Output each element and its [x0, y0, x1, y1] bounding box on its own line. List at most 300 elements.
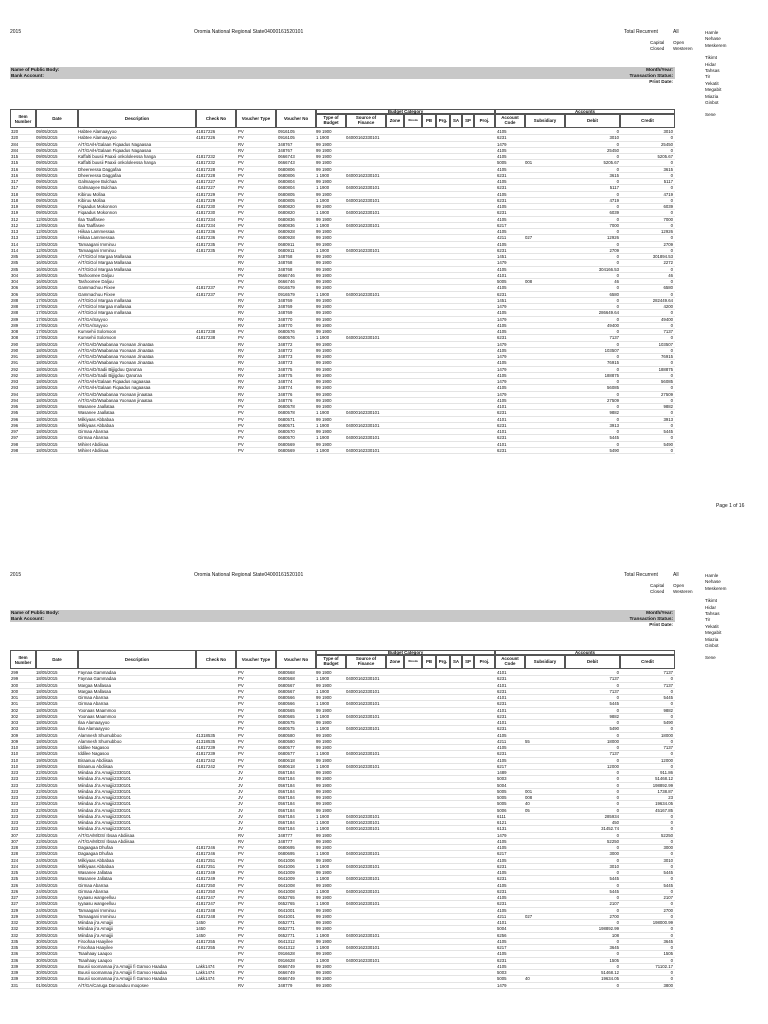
cell-item-number: 316 [11, 172, 19, 178]
cell-voucher-type: PV [238, 701, 244, 707]
cell-account-code: 6231 [497, 247, 507, 253]
cell-type-of-budget: 1 1900 [316, 820, 330, 825]
cell-date: 09/05/2015 [36, 147, 58, 153]
cell-description: Kaffalti buusii Paaxii onkololeessa hanga [78, 154, 156, 159]
cell-voucher-no: 0916628 [278, 957, 295, 963]
report-year: 2015 [10, 572, 22, 578]
cell-date: 24/05/2015 [36, 857, 58, 863]
cell-voucher-type: PV [238, 901, 244, 907]
cell-check-no: 41817235 [196, 247, 216, 253]
cell-date: 12/05/2015 [36, 235, 58, 241]
cell-description: Yoonaas Maammoo [78, 707, 117, 713]
cell-item-number: 317 [11, 185, 19, 191]
bank-account-label: Bank Account: [11, 73, 44, 79]
cell-check-no: 41817239 [196, 751, 216, 757]
cell-type-of-budget: 99 1900 [316, 397, 332, 403]
cell-date: 09/05/2015 [36, 179, 58, 184]
cell-account-code: 6231 [497, 135, 507, 141]
cell-type-of-budget: 99 1900 [316, 254, 332, 259]
cell-voucher-type: RV [238, 397, 244, 403]
cell-debit: 450 [611, 820, 619, 825]
cell-date: 16/05/2015 [36, 272, 58, 278]
cell-debit: 7137 [609, 335, 619, 341]
cell-voucher-no: 0652771 [278, 920, 295, 925]
cell-check-no: Lakk1474 [196, 963, 215, 969]
cell-description: Miindaa Ji'a Amajjii2330101 [78, 770, 131, 775]
page-header-line [10, 573, 758, 583]
cell-date: 09/05/2015 [36, 191, 58, 197]
page-number: Page 1 of 16 [716, 503, 745, 509]
cell-voucher-type: PV [238, 435, 244, 441]
cell-date: 18/05/2015 [36, 366, 58, 372]
cell-voucher-type: PV [238, 135, 244, 141]
cell-account-code: 6231 [497, 447, 507, 453]
cell-item-number: 323 [11, 776, 19, 782]
cell-voucher-type: RV [238, 354, 244, 359]
cell-description: A/T/GiGo/ Margaa mallasaa [78, 297, 132, 303]
cell-source-of-finance: 04000162330101 [346, 210, 380, 216]
cell-description: Kibiruu Mollaa [78, 197, 106, 203]
cell-type-of-budget: 99 1900 [316, 391, 332, 397]
cell-type-of-budget: 1 1900 [316, 447, 330, 453]
cell-account-code: 4101 [497, 695, 507, 700]
cell-description: A/T/GA/M/DS/ Ibsaa Abdiisaa [78, 832, 135, 838]
cell-description: Iddilee Nagasoo [78, 751, 110, 757]
cell-date: 30/05/2015 [36, 951, 58, 957]
cell-check-no: 41817255 [196, 938, 216, 944]
cell-debit: 0 [616, 316, 619, 322]
cell-description: Galmaayee Bulchaa [78, 185, 117, 191]
col-header-type-of-budget: Type of Budget [316, 114, 346, 128]
filter-col-1 [650, 583, 664, 596]
cell-credit: 0 [670, 322, 673, 328]
cell-date: 24/05/2015 [36, 913, 58, 919]
cell-type-of-budget: 99 1900 [316, 179, 332, 184]
cell-voucher-no: 0680567 [278, 682, 295, 688]
cell-type-of-budget: 99 1900 [316, 913, 332, 919]
cell-credit: 0 [670, 838, 673, 844]
cell-debit: 52250 [607, 838, 619, 844]
cell-date: 22/05/2015 [36, 807, 58, 813]
col-header-prg: Prg. [436, 655, 450, 669]
cell-date: 30/05/2015 [36, 963, 58, 969]
cell-check-no: 41817250 [196, 888, 216, 894]
cell-item-number: 299 [11, 676, 19, 682]
cell-account-code: 4101 [497, 441, 507, 447]
cell-credit: 0 [670, 738, 673, 744]
cell-item-number: 307 [11, 838, 19, 844]
cell-voucher-type: PV [238, 688, 244, 694]
cell-voucher-no: 348775 [278, 366, 293, 372]
cell-voucher-type: PV [238, 172, 244, 178]
cell-credit: 12000 [661, 757, 673, 763]
cell-source-of-finance: 04000162330101 [346, 957, 380, 963]
cell-description: Ilaa Alamaayyoo [78, 726, 110, 732]
cell-date: 17/05/2015 [36, 329, 58, 334]
cell-date: 12/05/2015 [36, 216, 58, 222]
cell-credit: 0 [670, 676, 673, 682]
cell-voucher-type: RV [238, 838, 244, 844]
cell-date: 16/05/2015 [36, 266, 58, 272]
cell-voucher-type: PV [238, 913, 244, 919]
col-header-description: Description [78, 109, 196, 128]
cell-credit: 0 [670, 945, 673, 950]
cell-credit: 0 [670, 247, 673, 253]
cell-item-number: 320 [11, 129, 19, 134]
cell-type-of-budget: 1 1900 [316, 751, 330, 757]
cell-type-of-budget: 1 1900 [316, 901, 330, 907]
cell-description: Miindaa Ji'a Amajjii2330101 [78, 782, 131, 788]
cell-item-number: 324 [11, 857, 19, 863]
cell-debit: 3645 [609, 945, 619, 950]
cell-type-of-budget: 99 1900 [316, 329, 332, 334]
cell-credit: 0 [670, 266, 673, 272]
table-header [10, 650, 675, 669]
cell-item-number: 301 [11, 701, 19, 707]
cell-voucher-type: RV [238, 372, 244, 378]
cell-voucher-no: 348779 [278, 982, 293, 988]
cell-date: 24/05/2015 [36, 870, 58, 875]
cell-voucher-no: 0567184 [278, 820, 295, 825]
cell-description: A/T/GiGo/ Margaa Mallasaa [78, 260, 132, 266]
cell-credit: 0 [670, 901, 673, 907]
cell-type-of-budget: 99 1900 [316, 938, 332, 944]
cell-date: 17/05/2015 [36, 297, 58, 303]
cell-voucher-no: 0680911 [278, 241, 295, 247]
transaction-status-label: Transaction Status: [629, 616, 673, 622]
cell-voucher-type: PV [238, 197, 244, 203]
cell-voucher-no: 0567184 [278, 788, 295, 794]
filter-col-1 [650, 40, 664, 53]
cell-subsidiary: 027 [525, 913, 533, 919]
filter-col-2 [673, 40, 693, 53]
cell-voucher-type: PV [238, 876, 244, 882]
cell-description: Gammachuu Fiixee [78, 285, 116, 291]
cell-date: 18/05/2015 [36, 676, 58, 682]
cell-description: Iyyaasu wangeelluu [78, 901, 116, 907]
cell-date: 23/05/2015 [36, 851, 58, 857]
cell-type-of-budget: 1 1900 [316, 688, 330, 694]
filter-capital: Capital [650, 583, 665, 588]
cell-voucher-type: PV [238, 976, 244, 982]
cell-date: 22/05/2015 [36, 832, 58, 838]
cell-description: Miindaa Ji'a Amajjii2330101 [78, 807, 131, 813]
cell-item-number: 284 [11, 141, 19, 147]
cell-type-of-budget: 99 1900 [316, 870, 332, 875]
report-info-band [10, 67, 675, 86]
cell-voucher-no: 348774 [278, 385, 293, 391]
cell-date: 18/05/2015 [36, 441, 58, 447]
cell-account-code: 1479 [497, 304, 507, 309]
cell-item-number: 327 [11, 901, 19, 907]
cell-voucher-no: 0680566 [278, 695, 295, 700]
cell-voucher-type: PV [238, 763, 244, 769]
transactions-table [10, 129, 675, 454]
cell-voucher-no: 0916579 [278, 285, 295, 291]
cell-check-no: 41817226 [196, 129, 216, 134]
cell-type-of-budget: 99 1900 [316, 782, 332, 788]
cell-date: 22/05/2015 [36, 788, 58, 794]
col-header-pb: PB [422, 655, 436, 669]
cell-debit: 0 [616, 920, 619, 925]
cell-date: 24/05/2015 [36, 863, 58, 869]
cell-account-code: 4105 [497, 951, 507, 957]
cell-debit: 1505 [609, 957, 619, 963]
cell-date: 18/05/2015 [36, 745, 58, 750]
cell-debit: 0 [616, 745, 619, 750]
cell-account-code: 4105 [497, 745, 507, 750]
cell-check-no: 41817229 [196, 191, 216, 197]
cell-voucher-no: 0567184 [278, 801, 295, 807]
cell-debit: 0 [616, 845, 619, 850]
cell-type-of-budget: 99 1900 [316, 720, 332, 725]
cell-credit: 2107 [663, 895, 673, 900]
cell-debit: 0 [616, 341, 619, 347]
cell-type-of-budget: 99 1900 [316, 341, 332, 347]
cell-account-code: 6231 [497, 291, 507, 297]
cell-account-code: 4105 [497, 757, 507, 763]
cell-type-of-budget: 1 1900 [316, 851, 330, 857]
cell-date: 18/05/2015 [36, 360, 58, 366]
cell-voucher-type: PV [238, 335, 244, 341]
cell-voucher-no: 0652771 [278, 926, 295, 932]
cell-type-of-budget: 1 1900 [316, 726, 330, 732]
cell-voucher-type: PV [238, 166, 244, 172]
cell-credit: 911.86 [660, 770, 673, 775]
month-item: Miazia [705, 93, 719, 99]
cell-account-code: 4105 [497, 179, 507, 184]
cell-debit: 0 [616, 963, 619, 969]
cell-debit: 6580 [609, 291, 619, 297]
cell-account-code: 5004 [497, 926, 507, 932]
cell-debit: 0 [616, 832, 619, 838]
cell-item-number: 302 [11, 713, 19, 719]
cell-date: 18/05/2015 [36, 397, 58, 403]
cell-account-code: 5005 [497, 160, 507, 166]
col-header-item-number: Item Number [10, 650, 36, 669]
cell-voucher-type: JV [238, 807, 244, 813]
cell-debit: 0 [616, 260, 619, 266]
cell-item-number: 296 [11, 416, 19, 422]
cell-item-number: 300 [11, 682, 19, 688]
cell-account-code: 4105 [497, 857, 507, 863]
cell-voucher-type: PV [238, 404, 244, 409]
cell-debit: 0 [616, 441, 619, 447]
cell-check-no: 41817235 [196, 241, 216, 247]
cell-date: 18/05/2015 [36, 726, 58, 732]
cell-debit: 5490 [609, 447, 619, 453]
cell-voucher-no: 0641312 [278, 938, 295, 944]
cell-account-code: 6231 [497, 888, 507, 894]
cell-check-no: 41817226 [196, 135, 216, 141]
cell-account-code: 6231 [497, 185, 507, 191]
cell-type-of-budget: 99 1900 [316, 429, 332, 434]
cell-voucher-no: 348775 [278, 372, 293, 378]
cell-subsidiary: 001 [525, 788, 533, 794]
cell-description: Kumsehii Solomoon [78, 335, 117, 341]
cell-voucher-no: 0680618 [278, 757, 295, 763]
cell-voucher-type: PV [238, 441, 244, 447]
cell-date: 18/05/2015 [36, 404, 58, 409]
cell-credit: 71102.17 [655, 963, 673, 969]
cell-debit: 0 [616, 429, 619, 434]
cell-item-number: 313 [11, 229, 19, 234]
cell-description: Habtee Alamaayyoo [78, 129, 117, 134]
cell-voucher-type: PV [238, 216, 244, 222]
cell-debit: 0 [616, 795, 619, 800]
col-header-voucher-no: Voucher No [276, 650, 316, 669]
cell-debit: 0 [616, 166, 619, 172]
cell-item-number: 328 [11, 845, 19, 850]
cell-date: 18/05/2015 [36, 688, 58, 694]
info-row-3 [10, 622, 675, 628]
cell-item-number: 296 [11, 422, 19, 428]
cell-credit: 6039 [663, 204, 673, 209]
cell-account-code: 1479 [497, 366, 507, 372]
col-header-check-no: Check No [196, 650, 236, 669]
cell-credit: 0 [670, 970, 673, 975]
cell-credit: 0 [670, 385, 673, 391]
cell-type-of-budget: 99 1900 [316, 776, 332, 782]
cell-voucher-no: 0916105 [278, 135, 295, 141]
cell-item-number: 315 [11, 160, 19, 166]
cell-voucher-no: 348769 [278, 310, 293, 316]
cell-debit: 3913 [609, 422, 619, 428]
cell-type-of-budget: 1 1900 [316, 435, 330, 441]
cell-type-of-budget: 99 1900 [316, 366, 332, 372]
cell-type-of-budget: 99 1900 [316, 191, 332, 197]
cell-description: Dheereessa Daggafaa [78, 172, 121, 178]
cell-voucher-no: 348770 [278, 322, 293, 328]
cell-voucher-type: RV [238, 254, 244, 259]
cell-voucher-type: JV [238, 782, 244, 788]
cell-check-no: 41817242 [196, 763, 216, 769]
cell-voucher-no: 348776 [278, 391, 293, 397]
cell-type-of-budget: 1 1900 [316, 888, 330, 894]
cell-type-of-budget: 1 1900 [316, 172, 330, 178]
cell-description: Iddilee Nagasoo [78, 745, 110, 750]
cell-debit: 0 [616, 782, 619, 788]
cell-date: 09/05/2015 [36, 160, 58, 166]
cell-account-code: 6231 [497, 422, 507, 428]
cell-description: A/T/GA/D/Sadii Bijjigduu Qana'aa [78, 372, 142, 378]
cell-source-of-finance: 04000162330101 [346, 888, 380, 894]
cell-description: Fiqaadus Mokonnon [78, 204, 117, 209]
cell-type-of-budget: 99 1900 [316, 682, 332, 688]
cell-source-of-finance: 04000162330101 [346, 135, 380, 141]
cell-credit: 0 [670, 422, 673, 428]
cell-date: 24/05/2015 [36, 888, 58, 894]
cell-item-number: 314 [11, 241, 19, 247]
cell-type-of-budget: 99 1900 [316, 141, 332, 147]
cell-account-code: 1479 [497, 316, 507, 322]
cell-type-of-budget: 99 1900 [316, 795, 332, 800]
cell-type-of-budget: 99 1900 [316, 807, 332, 813]
col-header-proj: Proj. [474, 114, 495, 128]
col-header-subsidiary: Subsidiary [525, 114, 565, 128]
cell-check-no: 41817238 [196, 329, 216, 334]
cell-account-code: 4105 [497, 147, 507, 153]
cell-credit: 7137 [663, 670, 673, 675]
cell-check-no: 41817234 [196, 222, 216, 228]
cell-voucher-type: PV [238, 738, 244, 744]
cell-item-number: 312 [11, 222, 19, 228]
cell-check-no: 41817230 [196, 210, 216, 216]
month-item: Tahsas [705, 68, 720, 74]
cell-date: 16/05/2015 [36, 260, 58, 266]
cell-check-no: 41817228 [196, 172, 216, 178]
cell-description: Milkiyaas Abbabaa [78, 863, 114, 869]
cell-account-code: 4105 [497, 191, 507, 197]
cell-credit: 7000 [663, 216, 673, 222]
cell-voucher-type: RV [238, 341, 244, 347]
cell-voucher-no: 0680806 [278, 166, 295, 172]
cell-voucher-type: PV [238, 241, 244, 247]
col-header-date: Date [36, 109, 78, 128]
cell-description: A/T/GA/D/Waabanaa Yoonaan Jinaataa [78, 360, 154, 366]
cell-voucher-no: 348769 [278, 297, 293, 303]
cell-debit: 103507 [604, 347, 619, 353]
cell-voucher-no: 0680695 [278, 845, 295, 850]
cell-type-of-budget: 1 1900 [316, 813, 330, 819]
cell-item-number: 339 [11, 970, 19, 975]
cell-debit: 5445 [609, 876, 619, 882]
cell-item-number: 310 [11, 763, 19, 769]
cell-voucher-no: 0680578 [278, 404, 295, 409]
cell-credit: 7137 [663, 745, 673, 750]
cell-date: 18/05/2015 [36, 372, 58, 378]
cell-description: Tsaahaay Laaqoo [78, 951, 112, 957]
cell-source-of-finance: 04000162330101 [346, 901, 380, 907]
cell-debit: 7137 [609, 688, 619, 694]
cell-credit: 0 [670, 147, 673, 153]
cell-credit: 0 [670, 197, 673, 203]
cell-account-code: 4211 [497, 235, 507, 241]
cell-description: Dheereessa Daggafaa [78, 166, 121, 172]
cell-source-of-finance: 04000162330101 [346, 945, 380, 950]
cell-voucher-no: 0680576 [278, 329, 295, 334]
cell-check-no: 41817239 [196, 745, 216, 750]
cell-account-code: 6231 [497, 335, 507, 341]
cell-check-no: 1450 [196, 932, 206, 938]
cell-voucher-no: 0641001 [278, 913, 295, 919]
cell-description: A/T/GA/H/Galaan Fiqaadus nagaasaa [78, 379, 151, 384]
month-year-label: Month/Year: [646, 67, 673, 72]
cell-date: 22/05/2015 [36, 838, 58, 844]
cell-item-number: 304 [11, 279, 19, 284]
cell-item-number: 324 [11, 863, 19, 869]
cell-credit: 0 [670, 851, 673, 857]
cell-voucher-type: PV [238, 682, 244, 688]
cell-date: 30/05/2015 [36, 970, 58, 975]
cell-date: 09/05/2015 [36, 154, 58, 159]
cell-account-code: 1479 [497, 379, 507, 384]
cell-account-code: 4105 [497, 347, 507, 353]
cell-voucher-no: 0641009 [278, 870, 295, 875]
cell-item-number: 326 [11, 888, 19, 894]
cell-voucher-no: 348774 [278, 379, 293, 384]
cell-credit: 0 [670, 976, 673, 982]
cell-type-of-budget: 99 1900 [316, 857, 332, 863]
cell-voucher-no: 348769 [278, 304, 293, 309]
cell-account-code: 4105 [497, 285, 507, 291]
cell-item-number: 295 [11, 410, 19, 416]
cell-voucher-no: 0680580 [278, 738, 295, 744]
cell-type-of-budget: 99 1900 [316, 241, 332, 247]
cell-account-code: 4101 [497, 707, 507, 713]
cell-voucher-no: 0641006 [278, 863, 295, 869]
cell-credit: 3800 [663, 982, 673, 988]
